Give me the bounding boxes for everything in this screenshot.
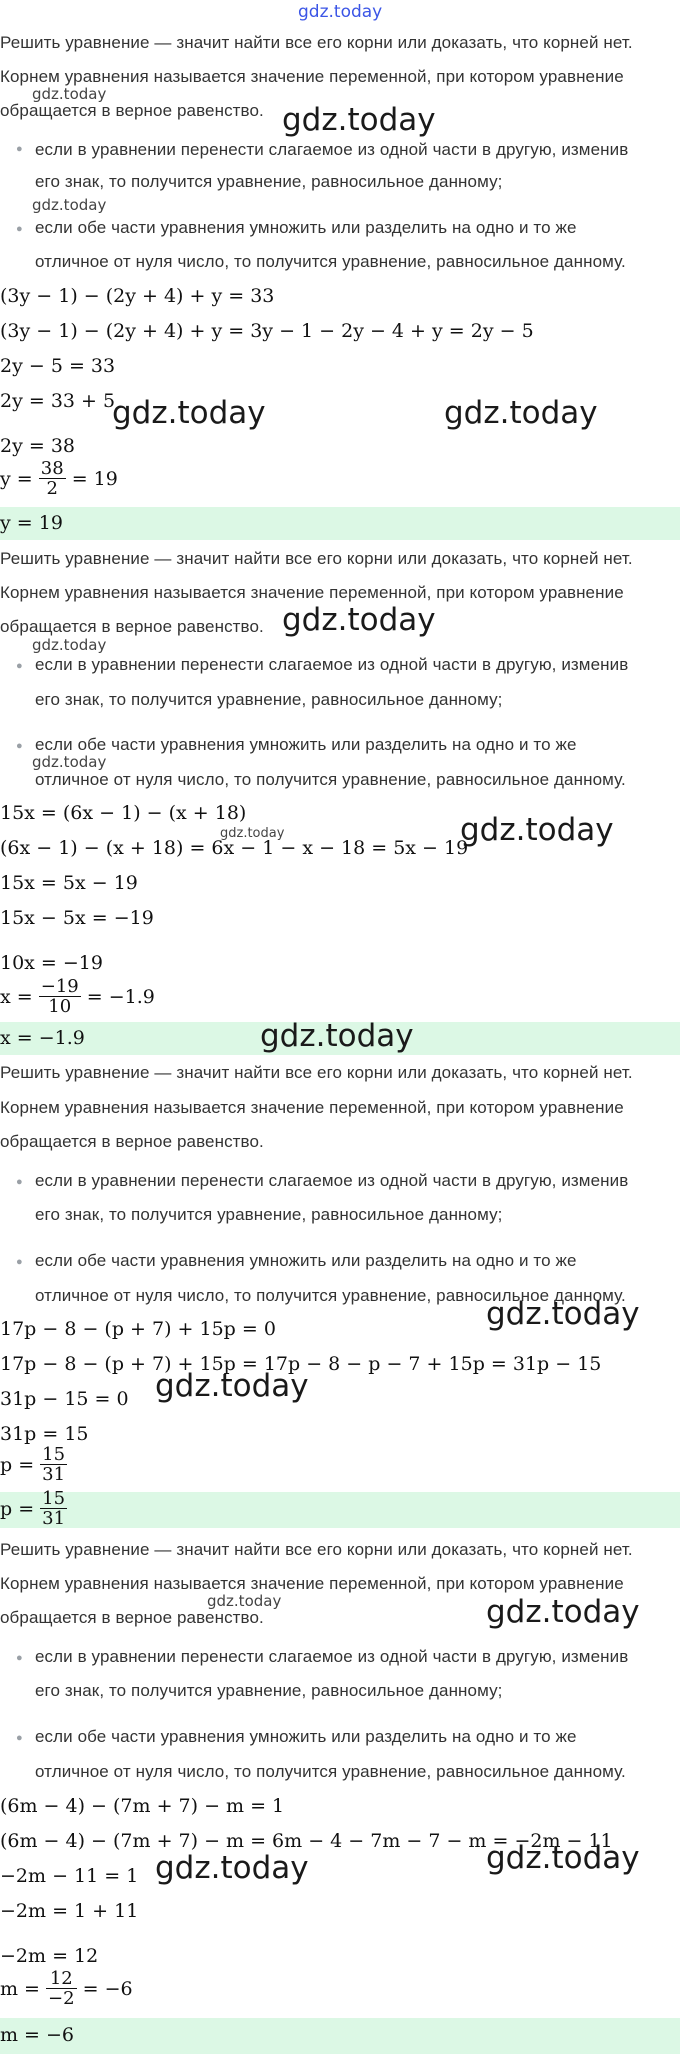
equation-step: 15x − 5x = −19	[0, 907, 154, 929]
bullet-icon: ●	[16, 143, 23, 155]
rule-2-line-1: если обе части уравнения умножить или разделить на одно и то же	[35, 218, 577, 237]
theory-line-3: обращается в верное равенство.	[0, 1132, 264, 1151]
theory-line-3: обращается в верное равенство.	[0, 617, 264, 636]
rule-2-line-1: если обе части уравнения умножить или разделить на одно и то же	[35, 1727, 577, 1746]
equation-step: 17p − 8 − (p + 7) + 15p = 17p − 8 − p − 7 + 15p = 31p − 15	[0, 1353, 602, 1375]
theory-line-3: обращается в верное равенство.	[0, 1608, 264, 1627]
equation-step: 10x = −19	[0, 952, 103, 974]
equation-step: (6m − 4) − (7m + 7) − m = 6m − 4 − 7m − 7 − m = −2m − 11	[0, 1830, 613, 1852]
theory-line-1: Решить уравнение — значит найти все его корни или доказать, что корней нет.	[0, 1063, 633, 1082]
equation-step: (6m − 4) − (7m + 7) − m = 1	[0, 1795, 285, 1817]
bullet-icon: ●	[16, 1176, 23, 1188]
rule-1-line-2: его знак, то получится уравнение, равносильное данному;	[35, 690, 503, 709]
rule-1-line-1: если в уравнении перенести слагаемое из одной части в другую, изменив	[35, 655, 629, 674]
answer-highlight	[0, 2018, 680, 2054]
watermark: gdz.today	[112, 395, 266, 431]
equation-step: 31p − 15 = 0	[0, 1388, 129, 1410]
theory-line-1: Решить уравнение — значит найти все его корни или доказать, что корней нет.	[0, 549, 633, 568]
rule-2-line-2: отличное от нуля число, то получится уравнение, равносильное данному.	[35, 1286, 626, 1305]
equation-step: −2m = 12	[0, 1945, 99, 1967]
theory-line-2: Корнем уравнения называется значение переменной, при котором уравнение	[0, 1098, 624, 1117]
equation-step: −2m = 1 + 11	[0, 1900, 139, 1922]
rule-1-line-1: если в уравнении перенести слагаемое из одной части в другую, изменив	[35, 140, 629, 159]
theory-line-2: Корнем уравнения называется значение переменной, при котором уравнение	[0, 67, 624, 86]
watermark: gdz.today	[486, 1594, 640, 1630]
answer: p = $\frac{15}{31}$	[0, 1490, 66, 1528]
rule-2-line-2: отличное от нуля число, то получится уравнение, равносильное данному.	[35, 770, 626, 789]
rule-1-line-2: его знак, то получится уравнение, равносильное данному;	[35, 172, 503, 191]
equation-step: 2y = 33 + 5	[0, 390, 116, 412]
equation-step: 17p − 8 − (p + 7) + 15p = 0	[0, 1318, 276, 1340]
theory-line-2: Корнем уравнения называется значение переменной, при котором уравнение	[0, 583, 624, 602]
theory-line-3: обращается в верное равенство.	[0, 101, 264, 120]
watermark: gdz.today	[486, 1840, 640, 1876]
theory-line-1: Решить уравнение — значит найти все его корни или доказать, что корней нет.	[0, 1540, 633, 1559]
header-watermark: gdz.today	[298, 2, 383, 22]
rule-1-line-1: если в уравнении перенести слагаемое из одной части в другую, изменив	[35, 1171, 629, 1190]
fraction-step: m = $\frac{12}{-2}$ = −6	[0, 1968, 133, 2009]
rule-2-line-1: если обе части уравнения умножить или разделить на одно и то же	[35, 1251, 577, 1270]
watermark: gdz.today	[260, 1018, 414, 1054]
bullet-icon: ●	[16, 1732, 23, 1744]
equation-step: (3y − 1) − (2y + 4) + y = 3y − 1 − 2y − 4 + y = 2y − 5	[0, 320, 534, 342]
bullet-icon: ●	[16, 223, 23, 235]
bullet-icon: ●	[16, 1256, 23, 1268]
answer: y = 19	[0, 512, 63, 534]
equation-step: 2y = 38	[0, 435, 75, 457]
equation-step: 15x = 5x − 19	[0, 872, 138, 894]
watermark: gdz.today	[155, 1368, 309, 1404]
equation-step: 15x = (6x − 1) − (x + 18)	[0, 802, 247, 824]
watermark: gdz.today	[444, 395, 598, 431]
watermark: gdz.today	[220, 826, 285, 841]
answer: m = −6	[0, 2024, 75, 2046]
watermark: gdz.today	[32, 196, 107, 214]
rule-1-line-1: если в уравнении перенести слагаемое из одной части в другую, изменив	[35, 1647, 629, 1666]
rule-2-line-2: отличное от нуля число, то получится уравнение, равносильное данному.	[35, 252, 626, 271]
watermark: gdz.today	[155, 1850, 309, 1886]
watermark: gdz.today	[282, 602, 436, 638]
watermark: gdz.today	[32, 85, 107, 103]
rule-2-line-1: если обе части уравнения умножить или разделить на одно и то же	[35, 735, 577, 754]
theory-line-1: Решить уравнение — значит найти все его корни или доказать, что корней нет.	[0, 33, 633, 52]
equation-step: 2y − 5 = 33	[0, 355, 116, 377]
watermark: gdz.today	[32, 753, 107, 771]
rule-2-line-2: отличное от нуля число, то получится уравнение, равносильное данному.	[35, 1762, 626, 1781]
fraction-step: y = $\frac{38}{2}$ = 19	[0, 458, 118, 499]
rule-1-line-2: его знак, то получится уравнение, равносильное данному;	[35, 1681, 503, 1700]
watermark: gdz.today	[207, 1592, 282, 1610]
fraction-step: x = $\frac{-19}{10}$ = −1.9	[0, 976, 155, 1017]
answer-highlight	[0, 1492, 680, 1528]
equation-step: (3y − 1) − (2y + 4) + y = 33	[0, 285, 275, 307]
watermark: gdz.today	[486, 1296, 640, 1332]
watermark: gdz.today	[282, 102, 436, 138]
equation-step: −2m − 11 = 1	[0, 1865, 139, 1887]
watermark: gdz.today	[32, 636, 107, 654]
bullet-icon: ●	[16, 660, 23, 672]
answer-highlight	[0, 507, 680, 540]
equation-step: 31p = 15	[0, 1423, 89, 1445]
answer: x = −1.9	[0, 1027, 85, 1049]
watermark: gdz.today	[460, 812, 614, 848]
fraction-step: p = $\frac{15}{31}$	[0, 1444, 66, 1485]
theory-line-2: Корнем уравнения называется значение переменной, при котором уравнение	[0, 1574, 624, 1593]
equation-step: (6x − 1) − (x + 18) = 6x − 1 − x − 18 = 5x − 19	[0, 837, 469, 859]
bullet-icon: ●	[16, 1652, 23, 1664]
rule-1-line-2: его знак, то получится уравнение, равносильное данному;	[35, 1205, 503, 1224]
bullet-icon: ●	[16, 740, 23, 752]
